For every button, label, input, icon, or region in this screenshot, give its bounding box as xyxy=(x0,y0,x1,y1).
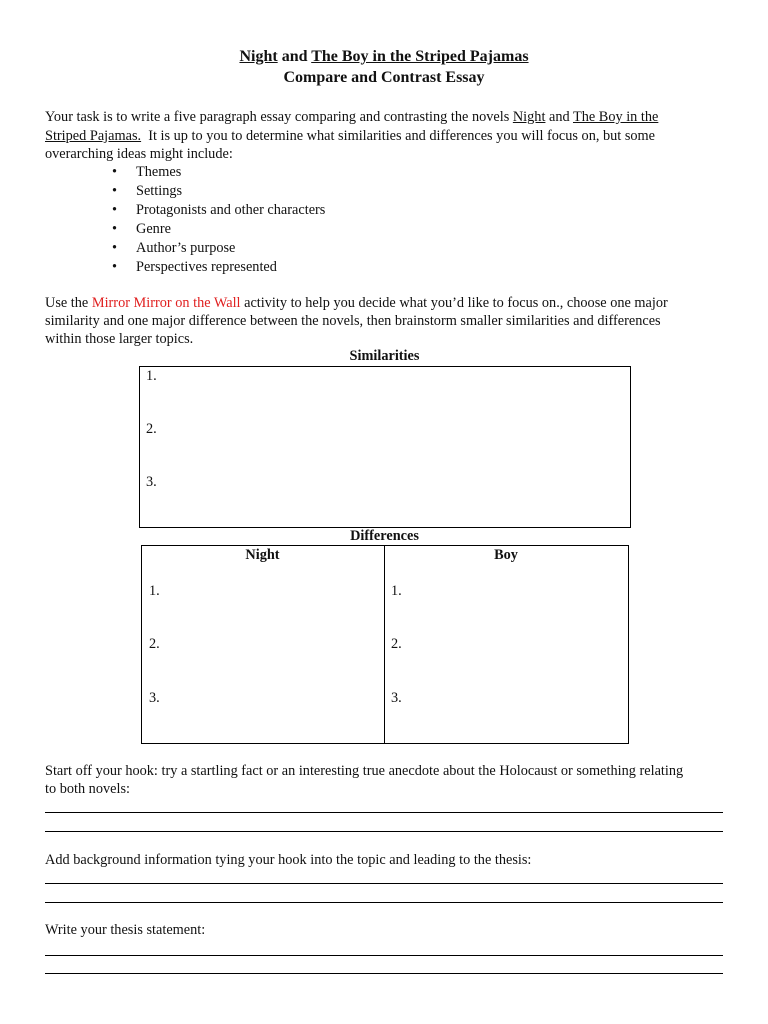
intro-and: and xyxy=(545,109,573,125)
bullet-item xyxy=(112,239,235,258)
differences-night-header: Night xyxy=(245,547,280,563)
difference-item: 3. xyxy=(391,690,402,706)
background-answer-line[interactable] xyxy=(45,902,723,903)
bullet-icon: • xyxy=(112,183,118,199)
title-and: and xyxy=(277,48,312,65)
intro-line-1 xyxy=(45,108,658,127)
bullet-text: Genre xyxy=(136,221,171,237)
thesis-answer-line[interactable] xyxy=(45,955,723,956)
thesis-prompt: Write your thesis statement: xyxy=(45,922,206,938)
differences-night-cell[interactable] xyxy=(141,545,385,744)
difference-item: 2. xyxy=(391,636,402,652)
similarities-box[interactable] xyxy=(139,366,631,528)
background-prompt: Add background information tying your hook into the topic and leading to the thesis: xyxy=(45,852,532,868)
bullet-icon: • xyxy=(112,221,118,237)
bullet-item xyxy=(112,182,182,201)
title-night: Night xyxy=(239,48,278,65)
intro-line-3: overarching ideas might include: xyxy=(45,146,233,162)
bullet-text: Protagonists and other characters xyxy=(136,202,326,218)
differences-label: Differences xyxy=(350,528,419,544)
bullet-text: Perspectives represented xyxy=(136,259,277,275)
similarity-item: 3. xyxy=(146,474,157,490)
bullet-item xyxy=(112,163,181,182)
bullet-icon: • xyxy=(112,164,118,180)
instructions-text-b: activity to help you decide what you’d like to focus on., choose one major xyxy=(240,295,668,311)
instructions-line-2: similarity and one major difference between the novels, then brainstorm smaller similarities and differences xyxy=(45,313,661,329)
title-boy: The Boy in the Striped Pajamas xyxy=(311,48,529,65)
intro-night: Night xyxy=(512,109,546,125)
thesis-answer-line[interactable] xyxy=(45,973,723,974)
difference-item: 3. xyxy=(149,690,160,706)
similarity-item: 1. xyxy=(146,368,157,384)
difference-item: 1. xyxy=(149,583,160,599)
instructions-line-1 xyxy=(45,294,668,313)
hook-answer-line[interactable] xyxy=(45,831,723,832)
differences-boy-cell[interactable] xyxy=(384,545,629,744)
bullet-text: Themes xyxy=(136,164,182,180)
hook-answer-line[interactable] xyxy=(45,812,723,813)
document-title xyxy=(0,48,768,67)
instructions-text: Use the xyxy=(45,295,92,311)
document-subtitle: Compare and Contrast Essay xyxy=(283,69,485,86)
bullet-icon: • xyxy=(112,240,118,256)
bullet-item xyxy=(112,220,171,239)
bullet-item xyxy=(112,258,277,277)
hook-prompt-2: to both novels: xyxy=(45,781,130,797)
instructions-line-3: within those larger topics. xyxy=(45,331,194,347)
difference-item: 1. xyxy=(391,583,402,599)
bullet-text: Author’s purpose xyxy=(136,240,236,256)
differences-boy-header: Boy xyxy=(494,547,518,563)
intro-text: Your task is to write a five paragraph essay comparing and contrasting the novels xyxy=(45,109,513,125)
bullet-item xyxy=(112,201,325,220)
difference-item: 2. xyxy=(149,636,160,652)
bullet-icon: • xyxy=(112,259,118,275)
background-answer-line[interactable] xyxy=(45,883,723,884)
bullet-icon: • xyxy=(112,202,118,218)
intro-boy-cont: Striped Pajamas. xyxy=(45,128,142,144)
similarities-label: Similarities xyxy=(349,348,420,364)
bullet-text: Settings xyxy=(136,183,183,199)
intro-line-2 xyxy=(45,127,655,146)
intro-boy: The Boy in the xyxy=(572,109,659,125)
similarity-item: 2. xyxy=(146,421,157,437)
hook-prompt-1: Start off your hook: try a startling fact or an interesting true anecdote about the Holocaust or something relating xyxy=(45,763,684,779)
intro-text-2: It is up to you to determine what similarities and differences you will focus on, but some xyxy=(141,128,656,144)
activity-name: Mirror Mirror on the Wall xyxy=(91,295,241,311)
